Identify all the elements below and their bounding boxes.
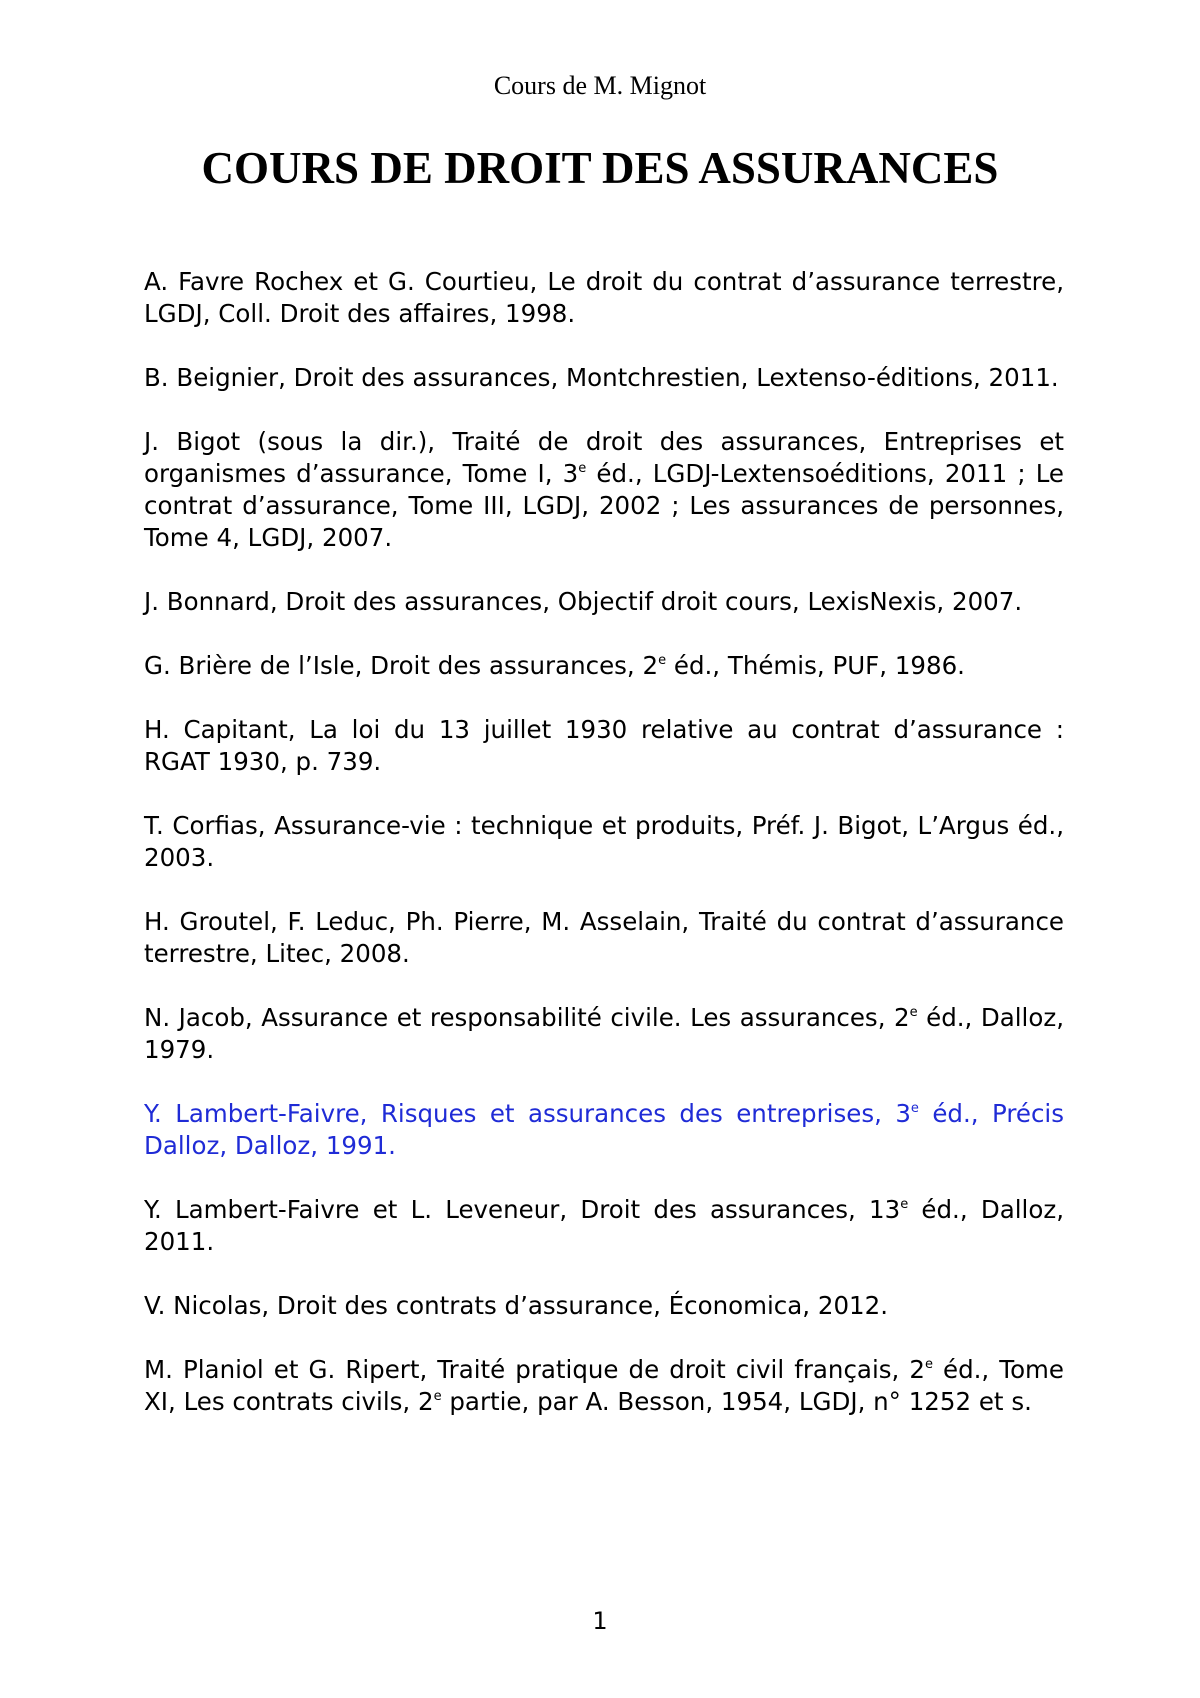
bibliography-entry: J. Bonnard, Droit des assurances, Objectif droit cours, LexisNexis, 2007. — [144, 587, 1023, 616]
superscript: e — [433, 1389, 442, 1404]
superscript: e — [909, 1005, 918, 1020]
bibliography-entry: M. Planiol et G. Ripert, Traité pratique de droit civil français, 2e éd., Tome XI, Les contrats civils, 2e partie, par A. Besson, 1954, LGDJ, n° 1252 et s. — [144, 1355, 1064, 1416]
superscript: e — [910, 1101, 919, 1116]
bibliography-entry: H. Capitant, La loi du 13 juillet 1930 relative au contrat d’assurance : RGAT 1930, p. 739. — [144, 715, 1064, 776]
superscript: e — [900, 1197, 909, 1212]
document-title: COURS DE DROIT DES ASSURANCES — [201, 143, 999, 193]
bibliography-list — [144, 266, 1064, 1450]
bibliography-entry: B. Beignier, Droit des assurances, Montchrestien, Lextenso-éditions, 2011. — [144, 363, 1059, 392]
bibliography-entry: J. Bigot (sous la dir.), Traité de droit des assurances, Entreprises et organismes d’assurance, Tome I, 3e éd., LGDJ-Lextensoéditions, 2011 ; Le contrat d’assurance, Tome III, LGDJ, 2002 ; Les assurances de personnes, Tome 4, LGDJ, 2007. — [144, 427, 1065, 552]
superscript: e — [924, 1357, 933, 1372]
bibliography-entry-highlighted: Y. Lambert-Faivre, Risques et assurances des entreprises, 3e éd., Précis Dalloz, Dalloz, 1991. — [144, 1099, 1064, 1160]
superscript: e — [658, 653, 667, 668]
bibliography-entry: N. Jacob, Assurance et responsabilité civile. Les assurances, 2e éd., Dalloz, 1979. — [144, 1003, 1064, 1064]
bibliography-entry: A. Favre Rochex et G. Courtieu, Le droit du contrat d’assurance terrestre, LGDJ, Coll. Droit des affaires, 1998. — [144, 267, 1064, 328]
bibliography-entry: H. Groutel, F. Leduc, Ph. Pierre, M. Asselain, Traité du contrat d’assurance terrestre, Litec, 2008. — [144, 907, 1064, 968]
bibliography-entry: T. Corfias, Assurance-vie : technique et produits, Préf. J. Bigot, L’Argus éd., 2003. — [144, 811, 1064, 872]
page-header: Cours de M. Mignot — [493, 71, 707, 100]
page-number: 1 — [592, 1607, 608, 1635]
bibliography-entry: V. Nicolas, Droit des contrats d’assurance, Économica, 2012. — [144, 1291, 889, 1320]
superscript: e — [578, 461, 587, 476]
bibliography-entry: Y. Lambert-Faivre et L. Leveneur, Droit des assurances, 13e éd., Dalloz, 2011. — [144, 1195, 1064, 1256]
bibliography-entry: G. Brière de l’Isle, Droit des assurances, 2e éd., Thémis, PUF, 1986. — [144, 651, 965, 680]
